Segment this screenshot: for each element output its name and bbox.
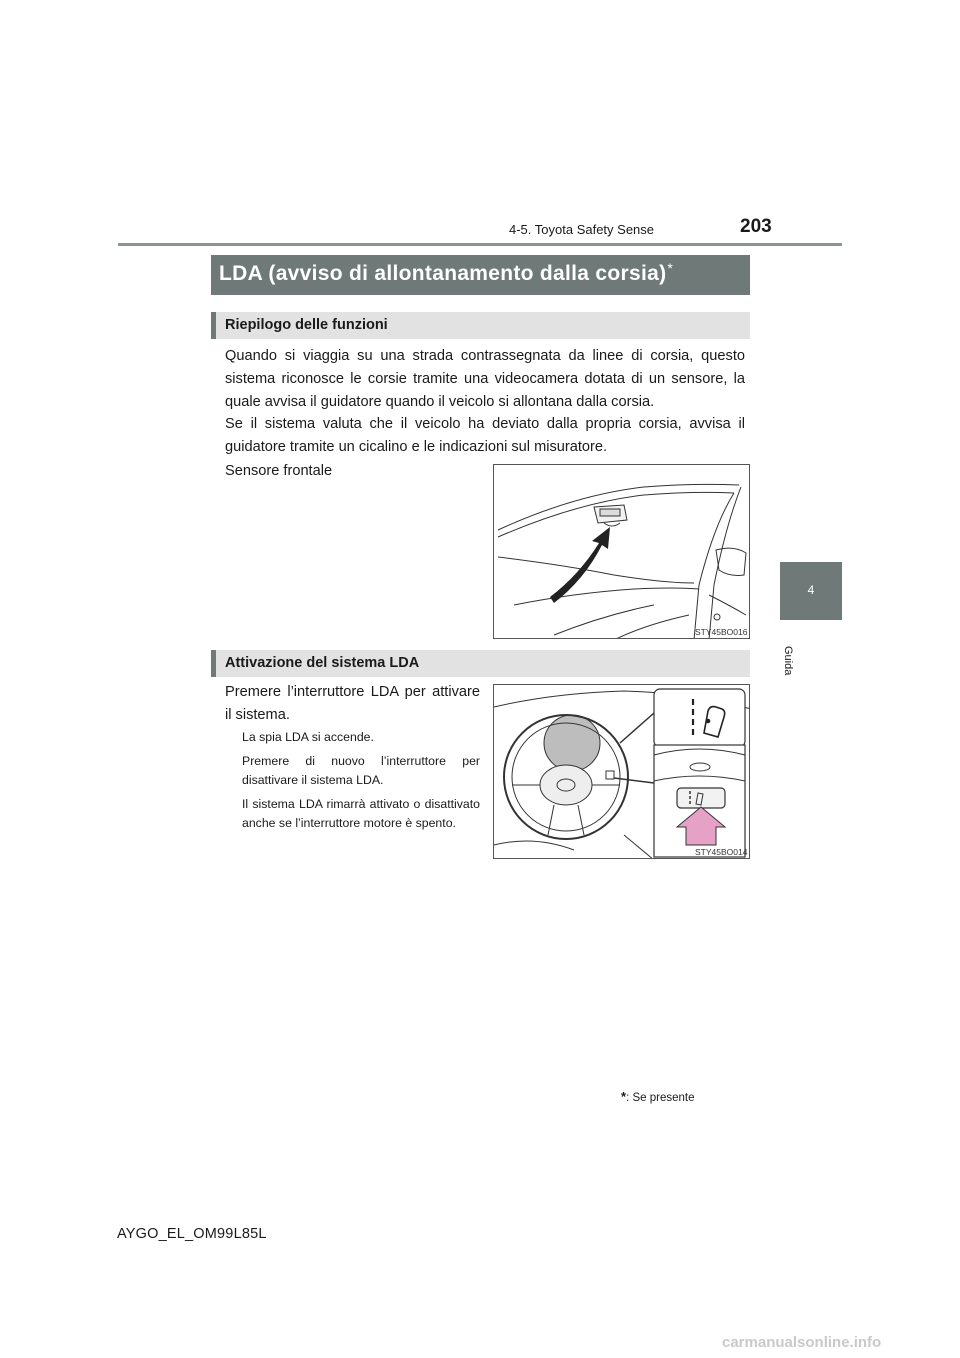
chapter-label: Guida <box>782 646 794 676</box>
lda-lamp-inset <box>654 689 745 747</box>
section-heading-summary <box>211 312 750 339</box>
section-reference: 4-5. Toyota Safety Sense <box>509 222 655 237</box>
figure-code: STY45BO016 <box>695 627 748 637</box>
chapter-tab <box>780 562 842 620</box>
page-title-text: LDA (avviso di allontanamento dalla corsia) <box>219 262 667 285</box>
summary-paragraph-1: Quando si viaggia su una strada contrassegnata da linee di corsia, questo sistema riconosce le corsie tramite una videocamera dotata di un sensore, la quale avvisa il guidatore quando il veicolo si allontana dalla corsia. <box>225 348 745 410</box>
document-code: AYGO_EL_OM99L85L <box>117 1226 267 1242</box>
note-lamp-on: La spia LDA si accende. <box>242 730 374 744</box>
windshield-illustration <box>494 465 750 639</box>
watermark: carmanualsonline.info <box>722 1334 882 1351</box>
section-heading-summary-text: Riepilogo delle funzioni <box>225 317 388 333</box>
chapter-number: 4 <box>807 583 815 597</box>
page-number: 203 <box>740 216 772 237</box>
summary-paragraph-2: Se il sistema valuta che il veicolo ha deviato dalla propria corsia, avvisa il guidatore tramite un cicalino e le indicazioni sul misuratore. <box>225 416 745 455</box>
front-sensor-figure <box>493 464 750 639</box>
title-marker: * <box>667 260 674 276</box>
footnote-text: : Se presente <box>626 1092 695 1104</box>
note-remains-active: Il sistema LDA rimarrà attivato o disattivato anche se l’interruttore motore è spento. <box>242 797 480 830</box>
chapter-label-container <box>776 646 800 686</box>
footnote-marker: * <box>621 1089 627 1104</box>
page-title <box>219 262 673 286</box>
lda-switch-figure <box>493 684 750 859</box>
section-heading-activation-text: Attivazione del sistema LDA <box>225 655 420 671</box>
figure-label-front-sensor: Sensore frontale <box>225 463 333 479</box>
note-press-again: Premere di nuovo l’interruttore per disattivare il sistema LDA. <box>242 754 480 787</box>
section-heading-activation <box>211 650 750 677</box>
activation-paragraph: Premere l’interruttore LDA per attivare il sistema. <box>225 684 480 723</box>
header-divider <box>118 243 842 246</box>
figure-code: STY45BO014 <box>695 847 748 857</box>
footnote <box>621 1089 694 1104</box>
steering-wheel-illustration <box>494 685 750 859</box>
page-title-bar <box>211 255 750 295</box>
